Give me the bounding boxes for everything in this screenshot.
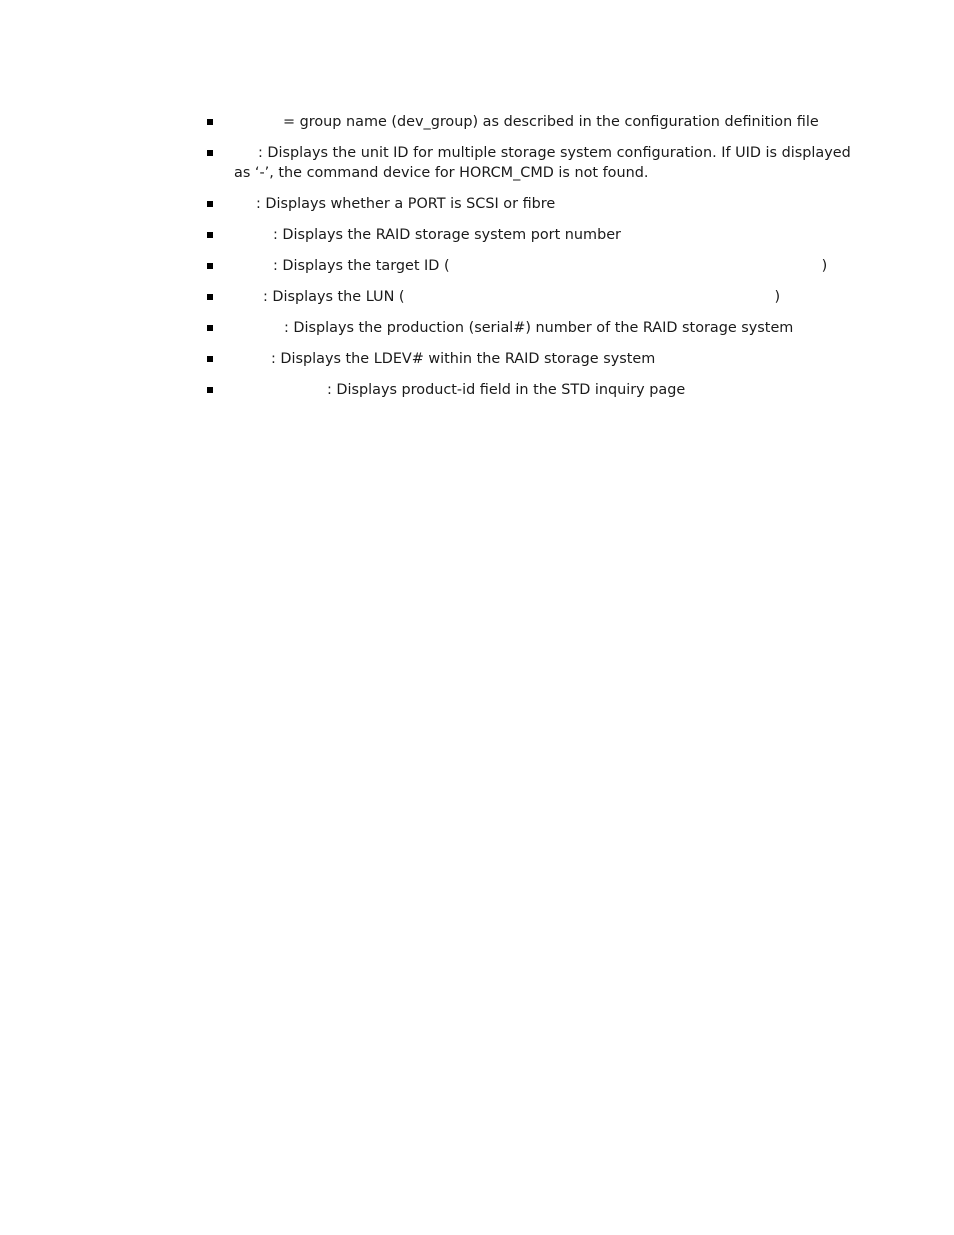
list-item-s-f [205, 194, 865, 214]
square-bullet-icon [207, 387, 213, 393]
square-bullet-icon [207, 294, 213, 300]
list-item-ldev [205, 349, 865, 369]
list-item-serial [205, 318, 865, 338]
item-text: : Displays the RAID storage system port number [273, 227, 621, 243]
list-item-uid [205, 143, 865, 183]
item-text: : Displays the LDEV# within the RAID storage system [271, 351, 656, 367]
square-bullet-icon [207, 325, 213, 331]
square-bullet-icon [207, 119, 213, 125]
square-bullet-icon [207, 263, 213, 269]
square-bullet-icon [207, 232, 213, 238]
square-bullet-icon [207, 201, 213, 207]
square-bullet-icon [207, 150, 213, 156]
item-text: : Displays the LUN ( [263, 289, 405, 305]
item-tail: ) [774, 289, 781, 305]
list-item-product-id [205, 380, 865, 400]
list-item-group [205, 112, 865, 132]
item-tail: ) [821, 258, 828, 274]
list-item-port [205, 225, 865, 245]
item-text: : Displays the target ID ( [273, 258, 450, 274]
item-text: : Displays the unit ID for multiple storage system configuration. If UID is displayed as ‘-’, the command device for HORCM_CMD is not found. [234, 145, 851, 181]
item-text: = group name (dev_group) as described in the configuration definition file [283, 114, 819, 130]
list-item-target-id [205, 256, 865, 276]
item-text: : Displays whether a PORT is SCSI or fibre [256, 196, 556, 212]
item-text: : Displays the production (serial#) number of the RAID storage system [284, 320, 794, 336]
list-item-lun [205, 287, 865, 307]
item-text: : Displays product-id field in the STD inquiry page [327, 382, 686, 398]
field-description-list [205, 112, 865, 411]
square-bullet-icon [207, 356, 213, 362]
